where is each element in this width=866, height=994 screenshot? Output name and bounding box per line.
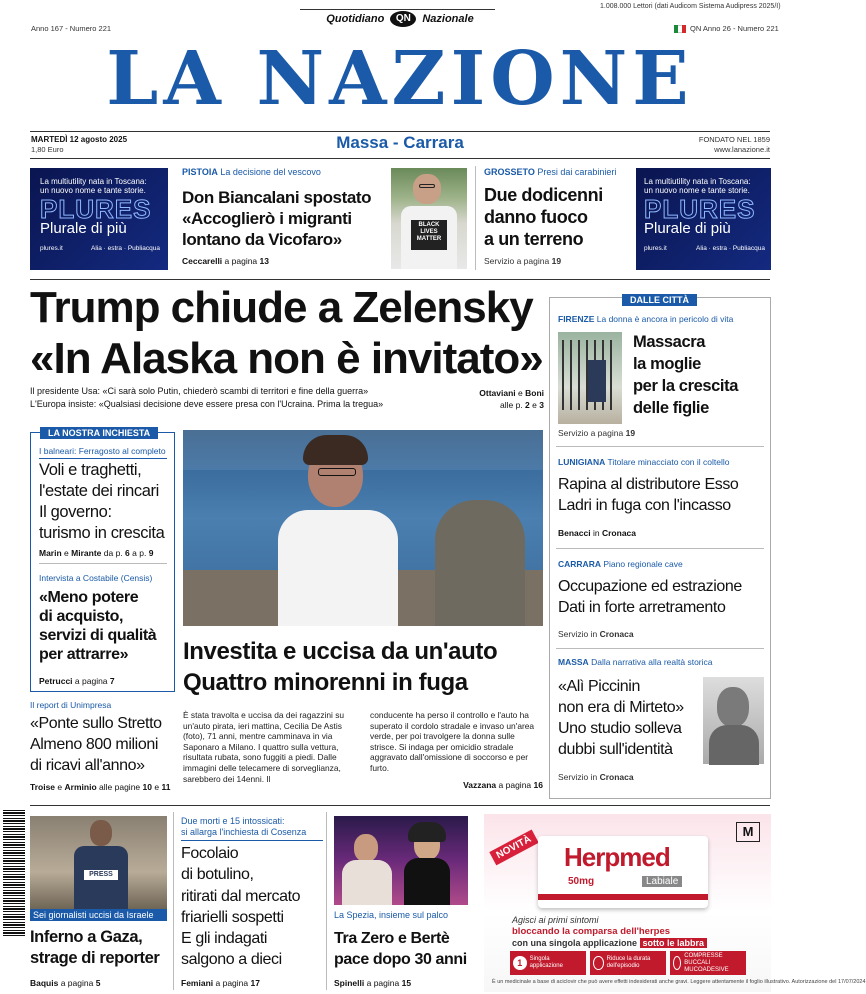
inchiesta-l4: turismo in crescita [39,524,165,542]
spezia-byline-page: 15 [401,978,412,988]
inchiesta-l1: Voli e traghetti, [39,461,142,479]
lead-line2: «In Alaska non è invitato» [30,334,543,383]
censis-byline [39,676,115,686]
plures-ad-line2: un nuovo nome e tante storie. [40,186,146,195]
press-badge: PRESS [84,870,118,880]
de-astis-photo [183,430,543,626]
pistoia-line3: lontano da Vicofaro» [182,230,342,249]
herpmed-line2-a: bloccando la comparsa dell' [512,926,639,937]
unimpresa-headline[interactable] [30,713,162,776]
inchiesta-kicker-rule [39,458,167,459]
firenze-byline [558,428,635,438]
censis-l3: servizi di qualità [39,627,157,644]
unimpresa-l3: di ricavi all'anno» [30,757,145,774]
qn-right: Nazionale [422,13,474,25]
herpmed-line2-b: herpes [638,926,671,937]
clock-icon [593,956,604,970]
censis-headline[interactable] [39,588,156,664]
herpmed-ad[interactable] [484,814,866,992]
inchiesta-byline-p1: 6 [125,548,130,558]
grosseto-line1: Due dodicenni [484,185,603,205]
inchiesta-byline-rest: da p. [103,548,123,558]
grosseto-kicker [484,167,616,177]
main-body-col1: È stata travolta e uccisa da dei ragazzini su un'auto pirata, ieri mattina, Cecilia De Astis (foto), 71 anni, mentre camminava in via Saponaro a Milano. I quattro sulla vettura, risultata rubata, sono fuggiti a piedi. Dalle immagini delle telecamere di sorveglianza, sarebbero dei 14enni. Il [183,710,345,784]
plures-tagline: Plurale di più [40,220,127,237]
plures-ad-line1-right: La multiutility nata in Toscana: [644,177,751,186]
lead-byline-p2: 3 [539,400,544,410]
citta-divider-1 [556,446,764,447]
massa-photo [703,677,764,764]
inchiesta-l3: Il governo: [39,503,112,521]
unimpresa-byline-p1: 10 [142,782,152,792]
plures-ad-line2-right: un nuovo nome e tante storie. [644,186,750,195]
herpmed-disclaimer: È un medicinale a base di aciclovir che può avere effetti indesiderati anche gravi. Leggere attentamente il foglio illustrativo. Autorizzazione del 17/07/2024 [492,979,866,985]
reporter-head [90,820,112,846]
issue-number-left: Anno 167 - Numero 221 [31,24,112,33]
feature-duration-text: Riduce la durata dell'episodio [606,956,651,969]
censis-l1: «Meno potere [39,589,139,606]
botulino-byline [181,978,260,988]
plures-logo-right: PLURES [644,194,756,224]
main-body-col2: conducente ha perso il controllo e l'auto ha superato il cordolo stradale e invaso un'area verde, per poi travolgere la donna sulle strisce. Si indaga per omicidio stradale aggravato dall'omissione di soccorso e per furto. [370,710,535,773]
gaza-byline-author: Baquis [30,978,59,988]
herpmed-line2 [512,926,670,937]
qn-left: Quotidiano [326,13,385,25]
main-byline [460,780,543,790]
massa-l4: dubbi sull'identità [558,741,673,758]
barcode-icon [3,808,25,936]
lunigiana-kicker-text: Titolare minacciato con il coltello [607,457,730,467]
lead-byline [470,387,544,411]
woman-shirt [278,510,398,626]
grosseto-line3: a un terreno [484,229,584,249]
gaza-l1: Inferno a Gaza, [30,928,143,946]
singer-2-hair [408,822,446,842]
herpmed-features [510,951,746,975]
lunigiana-byline-rest: in [592,528,600,538]
carrara-byline-section: Cronaca [599,629,634,639]
pistoia-headline[interactable] [182,187,371,250]
carrara-kicker [558,559,683,569]
massa-city: MASSA [558,657,589,667]
lunigiana-headline[interactable] [558,474,738,516]
lead-byline-pages: alle p. [499,400,523,410]
main-headline[interactable] [183,636,543,698]
grosseto-line2: danno fuoco [484,207,588,227]
botulino-l1: Focolaio [181,845,239,862]
unimpresa-byline-and: e [57,782,63,792]
botulino-l6: salgono a dieci [181,951,282,969]
herpmed-form: Labiale [642,876,682,887]
gaza-kicker: Sei giornalisti uccisi da Israele [30,909,167,921]
carrara-byline [558,629,634,639]
pistoia-byline-author: Ceccarelli [182,256,223,266]
firenze-photo [558,332,622,424]
plures-ad-left[interactable] [30,168,168,270]
plures-site-right: plures.it [644,245,667,252]
woman-hair [303,435,368,465]
gaza-headline[interactable] [30,927,159,969]
spezia-byline-author: Spinelli [334,978,365,988]
menarini-logo-icon: M [736,822,760,842]
unimpresa-byline-rest: alle pagine [99,782,141,792]
unimpresa-byline [30,782,170,792]
unimpresa-kicker: Il report di Unimpresa [30,700,112,710]
main-byline-page: 16 [533,780,543,790]
lead-subhead [30,385,383,411]
pistoia-line1: Don Biancalani spostato [182,188,372,207]
edition-name: Massa - Carrara [336,133,464,152]
italian-flag-icon [674,25,686,33]
section-rule [30,279,770,280]
lunigiana-city: LUNIGIANA [558,457,606,467]
botulino-headline[interactable] [181,843,300,971]
feature-tablets [670,951,746,975]
singer-1-head [354,834,378,862]
spezia-headline[interactable] [334,928,467,970]
lead-byline-and: e [518,388,523,398]
carrara-headline[interactable] [558,576,742,618]
firenze-kicker-text: La donna è ancora in pericolo di vita [596,314,734,324]
lead-sub1: Il presidente Usa: «Ci sarà solo Putin, chiederò scambi di territori e fine della guerra» [30,386,369,396]
readers-note: 1.008.000 Lettori (dati Audicom Sistema Audipress 2025/I) [600,3,781,10]
grosseto-headline[interactable] [484,184,603,250]
citta-divider-2 [556,548,764,549]
pistoia-city: PISTOIA [182,167,218,177]
pistoia-byline-rest: a pagina [224,256,258,266]
newspaper-title: LA NAZIONE [106,36,694,122]
censis-kicker: Intervista a Costabile (Censis) [39,573,153,583]
unimpresa-l1: «Ponte sullo Stretto [30,715,162,732]
gaza-byline-page: 5 [95,978,101,988]
gaza-byline-rest: a pagina [60,978,94,988]
lead-byline-author-a: Ottaviani [479,388,516,398]
spezia-byline-rest: a pagina [366,978,400,988]
lead-line1: Trump chiude a Zelensky [30,283,533,332]
plures-tagline-right: Plurale di più [644,220,731,237]
pistoia-kicker [182,167,321,177]
issue-date: MARTEDÌ 12 agosto 2025 [31,135,128,144]
massa-headline[interactable] [558,676,684,760]
massa-l2: non era di Mirteto» [558,699,684,716]
inchiesta-kicker: I balneari: Ferragosto al completo [39,446,166,456]
massa-byline [558,772,634,782]
botulino-kicker [181,816,306,838]
lunigiana-l2: Ladri in fuga con l'incasso [558,497,731,514]
inchiesta-byline-and: e [64,548,69,558]
firenze-byline-page: 19 [625,428,636,438]
lunigiana-l1: Rapina al distributore Esso [558,476,739,493]
carrara-kicker-text: Piano regionale cave [603,559,683,569]
lead-byline-and2: e [532,400,537,410]
shirt-print: BLACK LIVES MATTER [411,220,447,250]
herpmed-box-stripe [538,894,708,900]
lead-headline[interactable] [30,282,550,384]
inchiesta-byline-and2: a p. [132,548,147,558]
botulino-byline-page: 17 [250,978,260,988]
botulino-l4: friarielli sospetti [181,908,284,926]
herpmed-dose: 50mg [568,876,595,887]
plures-ad-line1: La multiutility nata in Toscana: [40,177,147,186]
number-one-icon: 1 [513,956,527,970]
website: www.lanazione.it [714,145,770,154]
unimpresa-byline-a: Troise [30,782,56,792]
zero-berte-photo [334,816,468,905]
main-h2: Quattro minorenni in fuga [183,669,468,696]
dalle-citta-tag: DALLE CITTÀ [622,294,697,306]
botulino-byline-rest: a pagina [215,978,249,988]
plures-logo: PLURES [40,194,152,224]
censis-l2: di acquisto, [39,608,124,625]
firenze-kicker [558,314,733,324]
carrara-byline-text: Servizio in [558,629,598,639]
unimpresa-byline-p2: 11 [161,782,171,792]
lunigiana-byline-author: Benacci [558,528,591,538]
statue-head [717,687,749,727]
massa-byline-text: Servizio in [558,772,598,782]
qn-logo: QN [390,11,416,27]
spezia-kicker: La Spezia, insieme sul palco [334,910,449,920]
sunglasses-icon [318,468,356,476]
singer-2-body [404,858,450,905]
herpmed-brand: Herpmed [564,842,670,872]
censis-byline-author: Petrucci [39,676,73,686]
herpmed-line3-b: sotto le labbra [640,938,708,948]
grosseto-byline-page: 19 [551,256,562,266]
bottom-divider-2 [326,812,327,990]
lunigiana-byline [558,528,636,538]
censis-l4: per attrarre» [39,646,129,663]
lunigiana-kicker [558,457,730,467]
botulino-l2: di botulino, [181,866,254,884]
tablet-icon [673,956,681,970]
unimpresa-l2: Almeno 800 milioni [30,736,158,753]
biancalani-photo [391,168,467,269]
plures-site: plures.it [40,245,63,252]
masthead-bottom-rule [30,131,770,132]
issue-number-right: QN Anno 26 - Numero 221 [690,24,779,33]
main-byline-author: Vazzana [463,780,497,790]
inchiesta-tag: LA NOSTRA INCHIESTA [40,427,158,439]
botulino-kicker1: Due morti e 15 intossicati: [181,816,285,826]
inchiesta-byline-a: Marin [39,548,62,558]
massa-kicker-text: Dalla narrativa alla realtà storica [591,657,713,667]
pistoia-byline [182,256,269,266]
firenze-l4: delle figlie [633,399,709,417]
spezia-l1: Tra Zero e Bertè [334,930,450,947]
citta-divider-3 [556,648,764,649]
massa-l1: «Alì Piccinin [558,678,640,695]
main-h1: Investita e uccisa da un'auto [183,638,498,665]
inchiesta-byline [39,548,153,558]
feature-duration [590,951,666,975]
lead-byline-author-b: Boni [525,388,544,398]
feature-single [510,951,586,975]
grosseto-byline-text: Servizio a pagina [484,256,550,266]
unimpresa-byline-and2: e [154,782,160,792]
unimpresa-byline-b: Arminio [64,782,97,792]
plures-partners-right: Alia · estra · Publiacqua [695,245,765,252]
pistoia-kicker-text: La decisione del vescovo [220,167,321,177]
inchiesta-l2: l'estate dei rincari [39,482,159,500]
firenze-l2: la moglie [633,355,701,373]
herpmed-line3-a: con una singola applicazione [512,938,638,948]
herpmed-box [538,836,708,908]
lead-sub2: L'Europa insiste: «Qualsiasi decisione deve essere presa con l'Ucraina. Prima la tregua» [30,399,384,409]
botulino-l5: E gli indagati [181,930,268,948]
censis-byline-rest: a pagina [74,676,108,686]
spezia-l2: pace dopo 30 anni [334,951,467,968]
statue-body [709,725,759,765]
plures-ad-right[interactable] [636,168,771,270]
inchiesta-divider [39,563,167,564]
bottom-divider-1 [173,812,174,990]
pistoia-byline-page: 13 [259,256,270,266]
portrait-face [413,174,441,204]
massa-byline-section: Cronaca [599,772,634,782]
bottom-section-rule [30,805,770,806]
carrara-l2: Dati in forte arretramento [558,599,726,616]
issue-price: 1,80 Euro [31,145,64,154]
herpmed-line3 [512,938,707,948]
lead-byline-p1: 2 [525,400,530,410]
firenze-headline[interactable] [633,331,738,419]
gaza-l2: strage di reporter [30,949,160,967]
spezia-byline [334,978,411,988]
lunigiana-byline-section: Cronaca [601,528,636,538]
pistoia-line2: «Accoglierò i migranti [182,209,352,228]
carrara-city: CARRARA [558,559,601,569]
glasses-icon [419,184,435,188]
singer-1-body [342,860,392,905]
grosseto-byline [484,256,561,266]
botulino-l3: ritirati dal mercato [181,887,301,905]
massa-l3: Uno studio solleva [558,720,682,737]
botulino-byline-author: Femiani [181,978,214,988]
grosseto-city: GROSSETO [484,167,535,177]
gaza-byline [30,978,100,988]
founded-year: FONDATO NEL 1859 [698,135,770,144]
plures-partners: Alia · estra · Publiacqua [90,245,160,252]
inchiesta-byline-b: Mirante [71,548,102,558]
herpmed-line1: Agisci ai primi sintomi [512,915,599,925]
inchiesta-headline[interactable] [39,460,164,544]
inchiesta-byline-p2: 9 [148,548,154,558]
censis-byline-page: 7 [109,676,115,686]
top-divider [475,166,476,270]
masthead-bottom-rule-2 [30,158,770,159]
massa-kicker [558,657,713,667]
grosseto-kicker-text: Presi dai carabinieri [537,167,617,177]
firenze-byline-text: Servizio a pagina [558,428,624,438]
carrara-l1: Occupazione ed estrazione [558,578,742,595]
firenze-city: FIRENZE [558,314,595,324]
gaza-photo [30,816,167,909]
main-byline-rest: a pagina [498,780,532,790]
novita-badge: NOVITÀ [489,830,538,866]
firenze-l1: Massacra [633,333,706,351]
firenze-l3: per la crescita [633,377,738,395]
officer-figure [588,360,606,402]
feature-tablets-text: COMPRESSE BUCCALI MUCOADESIVE [684,952,729,973]
botulino-kicker-rule [181,840,323,841]
botulino-kicker2: si allarga l'inchiesta di Cosenza [181,827,307,837]
photo-urn [435,500,525,626]
feature-single-text: Singola applicazione [529,956,563,969]
qn-brand [300,9,500,29]
